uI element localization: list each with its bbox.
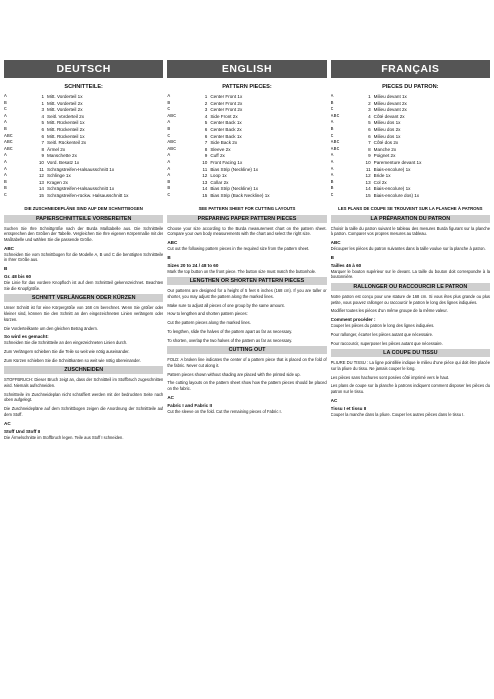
- paragraph: Couper la manche dans la pliure. Couper les autres pièces dans le tissu I.: [330, 411, 465, 417]
- piece-name: Side Back 2x: [210, 140, 238, 146]
- subheading: Tissu I et tissu II: [330, 405, 367, 411]
- piece-number: 14: [38, 186, 44, 192]
- subheading: B: [330, 254, 334, 260]
- piece-number: 4: [204, 113, 208, 119]
- piece-number: 15: [202, 192, 208, 198]
- pieces-title: SCHNITTEILE:: [64, 84, 103, 90]
- piece-name: Center Front 1x: [210, 94, 243, 99]
- paragraph: Cut the sleeve on the fold. Cut the remaining pieces of Fabric I.: [167, 408, 282, 414]
- piece-views: A: [330, 94, 334, 99]
- piece-views: A: [330, 166, 334, 172]
- piece-item: [4, 140, 163, 147]
- paragraph: Zum Verlängern schieben Sie die Teile so weit wie nötig auseinander.: [4, 348, 130, 354]
- piece-item: [331, 127, 490, 134]
- piece-name: Parementure devant 1x: [373, 159, 422, 165]
- piece-item: [167, 147, 326, 154]
- piece-views: B: [4, 186, 7, 192]
- piece-number: 5: [368, 120, 371, 126]
- paragraph: Zum Kürzen schieben Sie die Schnittkanten so weit wie nötig übereinander.: [4, 357, 141, 363]
- piece-number: 9: [368, 153, 371, 159]
- piece-number: 6: [204, 133, 208, 139]
- paragraph: Die Ärmelschnitte im Stoffbruch legen. Teile aus Stoff I schneiden.: [4, 434, 124, 440]
- piece-name: Manschette 2x: [47, 153, 77, 159]
- paragraph: To lengthen, slide the halves of the pattern apart as far as necessary.: [167, 328, 293, 334]
- language-headers: [4, 60, 490, 78]
- piece-item: [331, 94, 490, 101]
- piece-views: C: [330, 107, 334, 113]
- section-heading: RALLONGER OU RACCOURCIR LE PATRON: [331, 283, 490, 291]
- paragraph: STOFFBRUCH: Dieser Bruch zeigt an, dass der Schnittteil im Stoffbruch zugeschnitten wird. Niemals aufschneiden.: [4, 377, 164, 389]
- piece-item: [331, 167, 490, 174]
- piece-name: Center Back 1x: [210, 133, 242, 139]
- subheading: ABC: [167, 239, 178, 245]
- piece-number: 1: [368, 94, 371, 99]
- piece-views: ABC: [330, 113, 340, 119]
- layout-note: SEE PATTERN SHEET FOR CUTTING LAYOUTS: [198, 205, 296, 211]
- piece-name: Seitl. Vorderteil 2x: [47, 113, 85, 119]
- piece-item: [4, 94, 163, 101]
- piece-number: 1: [204, 94, 208, 99]
- piece-views: A: [4, 166, 7, 172]
- piece-views: A: [330, 153, 334, 159]
- piece-name: Mitt. Rückenteil 2x: [47, 126, 85, 132]
- piece-number: 5: [41, 120, 44, 126]
- piece-views: A: [4, 120, 7, 126]
- subheading: Fabric I and Fabric II: [167, 402, 213, 408]
- piece-number: 11: [365, 166, 371, 172]
- paragraph: Découper les pièces du patron suivantes dans la taille voulue sur la planche à patron.: [330, 245, 486, 251]
- piece-views: A: [4, 173, 7, 179]
- instruction-page: [4, 4, 490, 696]
- paragraph: Mark the top button on the front piece. The button size must match the buttonhole.: [167, 268, 317, 274]
- piece-number: 1: [41, 94, 44, 99]
- piece-views: A: [167, 120, 171, 126]
- subheading: Tailles 46 à 60: [330, 262, 362, 268]
- piece-item: [331, 134, 490, 141]
- paragraph: Schneiden Sie die Schnittteile an den eingezeichneten Linien durch.: [4, 340, 128, 346]
- piece-number: 14: [202, 186, 208, 192]
- piece-item: [167, 101, 326, 108]
- piece-name: Sleeve 2x: [210, 146, 231, 152]
- piece-views: B: [330, 186, 334, 192]
- paragraph: Schneiden Sie vom Schnittbogen für die Modelle A, B und C die benötigten Schnittteile in Ihrer Größe aus.: [4, 251, 164, 263]
- piece-views: B: [167, 179, 171, 185]
- piece-number: 12: [365, 173, 371, 179]
- piece-number: 6: [368, 126, 371, 132]
- piece-number: 8: [41, 146, 44, 152]
- piece-name: Milieu devant 1x: [373, 94, 407, 99]
- piece-item: [4, 120, 163, 127]
- piece-number: 10: [365, 159, 371, 165]
- piece-views: ABC: [4, 140, 13, 146]
- piece-name: Col 2x: [373, 179, 387, 185]
- piece-item: [167, 107, 326, 114]
- section-heading: LA COUPE DU TISSU: [331, 349, 490, 357]
- piece-number: 6: [41, 126, 44, 132]
- piece-name: Bias Strip (Neckline) 1x: [210, 186, 259, 192]
- sections: [167, 215, 326, 415]
- piece-views: B: [330, 179, 334, 185]
- section-heading: PREPARING PAPER PATTERN PIECES: [167, 215, 326, 223]
- piece-item: [167, 193, 326, 200]
- piece-item: [4, 114, 163, 121]
- piece-name: Biais-encolure dos) 1x: [373, 192, 420, 198]
- piece-views: B: [4, 100, 7, 106]
- paragraph: Die Linie für das vordere Knopfloch ist auf dem Schnittteil gekennzeichnet. Beachten Sie die Knopfgröße.: [4, 280, 164, 291]
- piece-number: 10: [202, 159, 208, 165]
- piece-name: Center Front 2x: [210, 107, 243, 113]
- piece-views: ABC: [167, 146, 177, 152]
- piece-item: [167, 153, 326, 160]
- paragraph: Die Vorderteilkante um den gleichen Betrag ändern.: [4, 325, 98, 331]
- piece-name: Schrägstreifen-Halsausschnitt 1x: [47, 166, 115, 172]
- subheading: Stoff Und Stoff II: [4, 428, 41, 434]
- column-english: [167, 82, 326, 443]
- piece-views: C: [330, 192, 334, 198]
- subheading: Sizes 20 to 24 / 48 to 60: [167, 262, 219, 268]
- piece-name: Poignet 2x: [373, 153, 396, 159]
- piece-number: 8: [204, 146, 208, 152]
- piece-item: [4, 160, 163, 167]
- piece-number: 13: [38, 179, 44, 185]
- piece-item: [167, 167, 326, 174]
- piece-number: 12: [202, 173, 208, 179]
- subheading: AC: [4, 420, 11, 426]
- paragraph: Les plans de coupe sur la planche à patrons indiquent comment disposer les pièces du patron sur le tissu.: [330, 383, 490, 395]
- piece-item: [331, 107, 490, 114]
- piece-name: Collar 2x: [210, 179, 229, 185]
- piece-number: 13: [365, 179, 371, 185]
- piece-views: A: [4, 113, 7, 119]
- piece-number: 6: [41, 133, 44, 139]
- piece-name: Center Front 2x: [210, 100, 243, 106]
- piece-number: 4: [368, 113, 371, 119]
- section-heading: SCHNITT VERLÄNGERN ODER KÜRZEN: [4, 294, 163, 302]
- pieces-list: [331, 94, 490, 200]
- piece-item: [167, 173, 326, 180]
- piece-item: [331, 147, 490, 154]
- piece-item: [331, 101, 490, 108]
- paragraph: Modifier toutes les pièces d'un même groupe de la même valeur.: [330, 308, 448, 314]
- piece-item: [4, 147, 163, 154]
- piece-name: Côté dos 2x: [373, 140, 399, 146]
- piece-item: [167, 180, 326, 187]
- piece-name: Biais-encolure) 1x: [373, 186, 411, 192]
- piece-number: 6: [368, 133, 371, 139]
- section-heading: ZUSCHNEIDEN: [4, 366, 163, 374]
- section-heading: LA PRÉPARATION DU PATRON: [331, 215, 490, 223]
- paragraph: Pour rallonger, écarter les pièces autant que nécessaire.: [330, 331, 434, 337]
- paragraph: The cutting layouts on the pattern sheet show how the pattern pieces should be placed on the fabric.: [167, 380, 327, 392]
- piece-number: 7: [204, 140, 208, 146]
- paragraph: Schnittteile im Zuschneideplan nicht schraffiert werden mit der bedruckten Seite nach oben aufgelegt.: [4, 391, 164, 403]
- piece-name: Cuff 2x: [210, 153, 225, 159]
- piece-views: A: [330, 120, 334, 126]
- subheading: AC: [167, 394, 174, 400]
- piece-views: B: [330, 100, 334, 106]
- paragraph: Die Zuschneidepläne auf dem Schnittbogen zeigen die Anordnung der Schnittteile auf dem Stoff.: [4, 406, 164, 417]
- piece-number: 15: [365, 192, 371, 198]
- piece-views: B: [167, 100, 171, 106]
- piece-number: 5: [204, 120, 208, 126]
- piece-views: A: [167, 94, 171, 99]
- piece-item: [331, 140, 490, 147]
- piece-item: [4, 180, 163, 187]
- piece-item: [331, 153, 490, 160]
- paragraph: Cut out the following pattern pieces in the required size from the pattern sheet.: [167, 245, 310, 251]
- piece-item: [331, 160, 490, 167]
- piece-number: 3: [368, 107, 371, 113]
- piece-item: [4, 153, 163, 160]
- paragraph: Notre patron est conçu pour une stature de 168 cm. Si vous êtes plus grande ou plus petite, vous pouvez rallonger ou raccourcir le patron le long des lignes indiquées.: [330, 294, 490, 305]
- piece-name: Front Facing 1x: [210, 159, 243, 165]
- piece-number: 13: [202, 179, 208, 185]
- paragraph: Marquer le bouton supérieur sur le devant. La taille du bouton doit correspondre à la boutonnière.: [330, 268, 490, 280]
- layout-note: DIE ZUSCHNEIDEPLÄNE SIND AUF DEM SCHNITTBOGEN: [24, 205, 143, 211]
- piece-number: 11: [202, 166, 208, 172]
- piece-views: ABC: [167, 113, 177, 119]
- piece-views: ABC: [4, 146, 13, 152]
- piece-name: Mitt. Vorderteil 1x: [47, 94, 83, 99]
- piece-name: Schlinge 1x: [47, 173, 71, 179]
- piece-item: [331, 173, 490, 180]
- piece-number: 7: [368, 140, 371, 146]
- subheading: B: [4, 266, 8, 272]
- paragraph: Pattern pieces shown without shading are placed with the printed side up.: [167, 371, 301, 377]
- paragraph: To shorten, overlap the two halves of the pattern as far as necessary.: [167, 337, 293, 343]
- piece-views: C: [167, 133, 171, 139]
- piece-number: 9: [41, 153, 44, 159]
- column-deutsch: [4, 82, 163, 443]
- sections: [331, 215, 490, 418]
- piece-item: [331, 114, 490, 121]
- column-francais: [331, 82, 490, 443]
- piece-item: [4, 193, 163, 200]
- paragraph: Choisir la taille du patron suivant le tableau des mesures Burda figurant sur la planche à patron. Comparer vos propres mesures au tableau.: [330, 225, 490, 237]
- piece-name: Schrägstreifen-rückw. Halsausschnitt 1x: [47, 192, 129, 198]
- piece-number: 12: [38, 173, 44, 179]
- piece-views: C: [167, 192, 171, 198]
- piece-views: A: [167, 159, 171, 165]
- piece-number: 11: [39, 166, 44, 172]
- piece-item: [4, 107, 163, 114]
- piece-number: 6: [204, 126, 208, 132]
- piece-views: C: [4, 107, 7, 113]
- piece-name: Milieu dos 1x: [373, 120, 401, 126]
- subheading: Gr. 48 bis 60: [4, 274, 32, 280]
- subheading: AC: [330, 397, 338, 403]
- piece-number: 14: [365, 186, 371, 192]
- pieces-title: PIECES DU PATRON:: [382, 84, 439, 90]
- piece-views: ABC: [330, 146, 340, 152]
- piece-views: ABC: [4, 133, 13, 139]
- piece-item: [167, 186, 326, 193]
- piece-name: Vord. Besatz 1x: [47, 159, 80, 165]
- piece-number: 15: [38, 192, 44, 198]
- piece-number: 1: [41, 100, 44, 106]
- piece-item: [4, 134, 163, 141]
- piece-item: [4, 167, 163, 174]
- piece-name: Mitt. Vorderteil 2x: [47, 100, 83, 106]
- piece-views: A: [330, 159, 334, 165]
- piece-item: [4, 101, 163, 108]
- piece-item: [331, 120, 490, 127]
- piece-name: Manche 2x: [373, 146, 397, 152]
- section-heading: CUTTING OUT: [167, 346, 326, 354]
- piece-item: [331, 186, 490, 193]
- piece-views: A: [167, 153, 171, 159]
- paragraph: Pour raccourcir, superposer les pièces autant que nécessaire.: [330, 340, 443, 346]
- piece-views: B: [330, 126, 334, 132]
- pieces-list: [167, 94, 326, 200]
- piece-views: B: [167, 126, 171, 132]
- piece-name: Seitl. Rückenteil 2x: [47, 140, 87, 146]
- piece-name: Bias Strip (Back Neckline) 1x: [210, 192, 270, 198]
- piece-name: Kragen 2x: [47, 179, 68, 185]
- piece-name: Loop 1x: [210, 173, 227, 179]
- piece-views: C: [167, 107, 171, 113]
- piece-name: Center Back 1x: [210, 120, 242, 126]
- piece-views: B: [167, 186, 171, 192]
- piece-item: [167, 160, 326, 167]
- piece-number: 2: [204, 100, 208, 106]
- piece-item: [167, 120, 326, 127]
- piece-views: C: [4, 192, 7, 198]
- paragraph: PLIURE DU TISSU : La ligne pointillée indique le milieu d'une pièce qui doit être placée sur la pliure du tissu. Ne jamais couper le long.: [330, 360, 490, 371]
- header-deutsch: DEUTSCH: [4, 60, 163, 78]
- subheading: ABC: [330, 239, 341, 245]
- paragraph: FOLD: A broken line indicates the center of a pattern piece that is placed on the fold of the fabric. Never cut along it.: [167, 357, 327, 368]
- piece-name: Biais-encolure) 1x: [373, 166, 411, 172]
- sections: [4, 215, 163, 441]
- piece-number: 8: [368, 146, 371, 152]
- piece-views: ABC: [167, 140, 177, 146]
- piece-name: Mitt. Rückenteil 1x: [47, 133, 85, 139]
- paragraph: Make sure to adjust all pieces of one group by the same amount.: [167, 302, 285, 308]
- piece-item: [4, 127, 163, 134]
- paragraph: Suchen Sie Ihre Schnittgröße nach der Burda Maßtabelle aus. Die Schnittteile entsprechen den Größen der Tabelle. Vergleichen Sie Ihre eigenen Körpermaße mit der Maßtabelle und wählen Sie die passende Größe.: [4, 225, 164, 242]
- piece-views: B: [4, 126, 7, 132]
- piece-number: 9: [204, 153, 208, 159]
- piece-number: 4: [41, 113, 44, 119]
- section-heading: PAPIERSCHNITTEILE VORBEREITEN: [4, 215, 163, 223]
- piece-item: [331, 193, 490, 200]
- piece-name: Milieu devant 2x: [373, 107, 407, 113]
- piece-views: C: [330, 133, 334, 139]
- piece-item: [167, 94, 326, 101]
- piece-views: B: [4, 179, 7, 185]
- piece-views: A: [4, 153, 7, 159]
- paragraph: Our patterns are designed for a height of 5 feet 6 inches (168 cm). If you are taller or shorter, you may adjust the pattern along the marked lines.: [167, 288, 327, 300]
- piece-item: [167, 140, 326, 147]
- piece-name: Bride 1x: [373, 173, 391, 179]
- piece-item: [167, 134, 326, 141]
- piece-views: A: [4, 94, 7, 99]
- piece-name: Side Front 2x: [210, 113, 238, 119]
- paragraph: Couper les pièces du patron le long des lignes indiquées.: [330, 323, 435, 329]
- header-english: ENGLISH: [167, 60, 326, 78]
- piece-number: 3: [204, 107, 208, 113]
- subheading: So wird es gemacht:: [4, 334, 49, 340]
- piece-name: Milieu dos 2x: [373, 126, 401, 132]
- piece-name: Mitt. Rückenteil 1x: [47, 120, 85, 126]
- paragraph: Choose your size according to the Burda measurement chart on the pattern sheet. Compare your own body measurements with the chart and select the right size.: [167, 225, 327, 237]
- piece-item: [4, 173, 163, 180]
- piece-name: Bias Strip (Neckline) 1x: [210, 166, 259, 172]
- piece-number: 3: [41, 107, 44, 113]
- piece-name: Ärmel 2x: [47, 146, 66, 152]
- piece-views: A: [167, 166, 171, 172]
- piece-item: [331, 180, 490, 187]
- subheading: Comment procéder :: [330, 317, 376, 323]
- layout-note: LES PLANS DE COUPE SE TROUVENT SUR LA PLANCHE À PATRONS: [338, 205, 483, 211]
- piece-name: Center Back 2x: [210, 126, 242, 132]
- piece-name: Côté devant 2x: [373, 113, 405, 119]
- paragraph: Les pièces sans hachures sont posées côté imprimé vers le haut.: [330, 374, 450, 380]
- piece-name: Mitt. Vorderteil 2x: [47, 107, 83, 113]
- paragraph: Unser Schnitt ist für eine Körpergröße von 168 cm berechnet. Wenn Sie größer oder kleiner sind, können Sie den Schnitt an den eingezeichneten Linien verlängern oder kürzen.: [4, 305, 164, 322]
- piece-name: Milieu devant 2x: [373, 100, 407, 106]
- section-heading: LENGTHEN OR SHORTEN PATTERN PIECES: [167, 277, 326, 285]
- piece-number: 7: [41, 140, 44, 146]
- piece-name: Milieu dos 1x: [373, 133, 401, 139]
- piece-views: A: [167, 173, 171, 179]
- piece-views: ABC: [330, 140, 340, 146]
- piece-name: Schrägstreifen-Halsausschnitt 1x: [47, 186, 115, 192]
- subheading: B: [167, 254, 171, 260]
- paragraph: How to lengthen and shorten pattern pieces:: [167, 311, 248, 317]
- piece-item: [4, 186, 163, 193]
- piece-number: 2: [368, 100, 371, 106]
- piece-views: A: [4, 159, 7, 165]
- piece-item: [167, 127, 326, 134]
- header-francais: FRANÇAIS: [331, 60, 490, 78]
- piece-item: [167, 114, 326, 121]
- paragraph: Cut the pattern pieces along the marked lines.: [167, 320, 251, 326]
- subheading: ABC: [4, 245, 14, 251]
- piece-number: 10: [38, 159, 44, 165]
- pieces-title: PATTERN PIECES:: [222, 84, 272, 90]
- piece-views: A: [330, 173, 334, 179]
- pieces-list: [4, 94, 163, 200]
